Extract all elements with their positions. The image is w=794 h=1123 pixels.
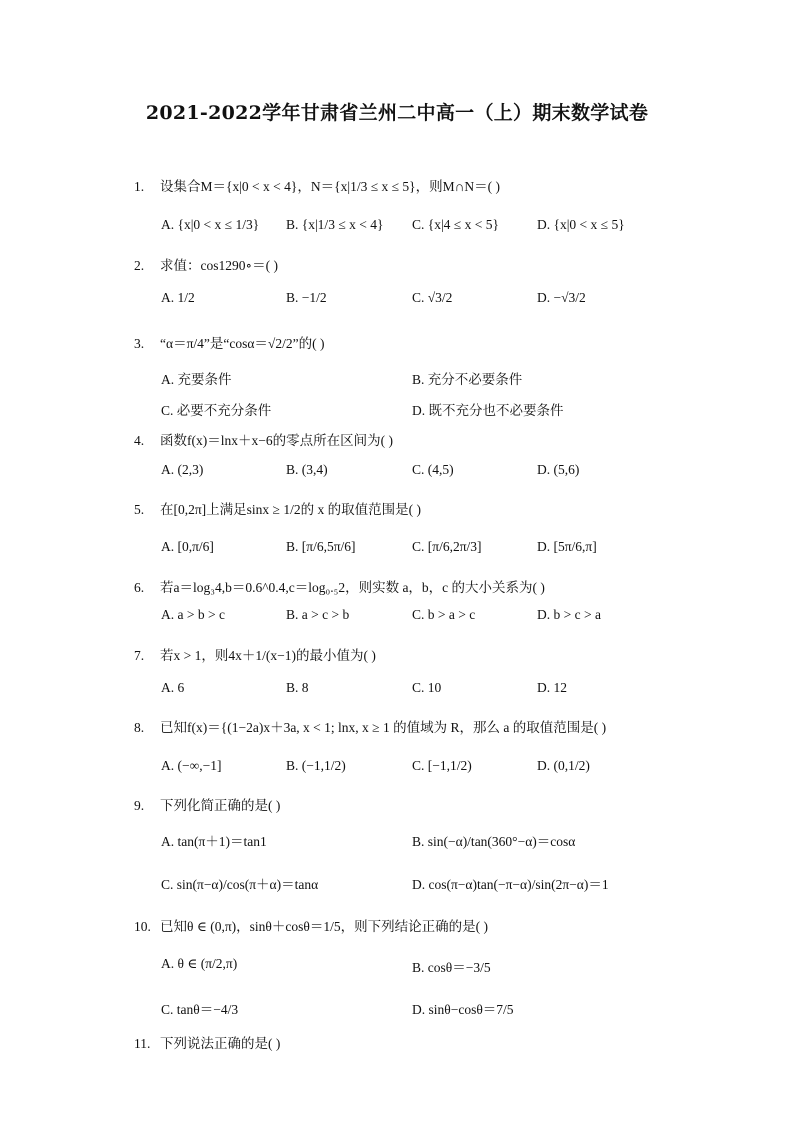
question-number: 3. — [134, 336, 145, 351]
question-stem: 求值：cos1290∘＝( ) — [160, 258, 278, 273]
question-5 — [134, 498, 421, 518]
question-number: 1. — [134, 179, 145, 194]
question-2-option-D[interactable]: D. −√3/2 — [537, 290, 586, 305]
question-stem: 在[0,2π]上满足sinx ≥ 1/2的 x 的取值范围是( ) — [160, 502, 421, 517]
question-5-option-D[interactable]: D. [5π/6,π] — [537, 539, 597, 554]
question-8-option-D[interactable]: D. (0,1/2) — [537, 758, 590, 773]
question-6-option-B[interactable]: B. a > c > b — [286, 607, 350, 622]
question-number: 7. — [134, 648, 145, 663]
question-number: 6. — [134, 580, 145, 595]
question-10-option-C[interactable]: C. tanθ＝−4/3 — [161, 1002, 239, 1017]
question-4-option-C[interactable]: C. (4,5) — [412, 462, 454, 477]
question-number: 10. — [134, 919, 151, 934]
question-7 — [134, 644, 376, 664]
question-5-option-C[interactable]: C. [π/6,2π/3] — [412, 539, 482, 554]
question-7-option-C[interactable]: C. 10 — [412, 680, 442, 695]
question-9-option-B[interactable]: B. sin(−α)/tan(360°−α)＝cosα — [412, 834, 576, 849]
question-3-option-C[interactable]: C. 必要不充分条件 — [161, 403, 272, 418]
question-4-option-B[interactable]: B. (3,4) — [286, 462, 328, 477]
question-1-option-A[interactable]: A. {x|0 < x ≤ 1/3} — [161, 217, 260, 232]
question-2-option-A[interactable]: A. 1/2 — [161, 290, 195, 305]
question-number: 11. — [134, 1036, 151, 1051]
question-1-option-D[interactable]: D. {x|0 < x ≤ 5} — [537, 217, 625, 232]
question-number: 2. — [134, 258, 145, 273]
question-8-option-C[interactable]: C. [−1,1/2) — [412, 758, 472, 773]
question-number: 8. — [134, 720, 145, 735]
question-1 — [134, 175, 500, 195]
question-2-option-C[interactable]: C. √3/2 — [412, 290, 453, 305]
question-9-option-A[interactable]: A. tan(π＋1)＝tan1 — [161, 834, 267, 849]
question-10-option-A[interactable]: A. θ ∈ (π/2,π) — [161, 956, 238, 971]
question-9 — [134, 794, 280, 814]
question-1-option-B[interactable]: B. {x|1/3 ≤ x < 4} — [286, 217, 384, 232]
page-title: 2021-2022学年甘肃省兰州二中高一（上）期末数学试卷 — [145, 102, 649, 124]
question-3 — [134, 332, 324, 352]
question-5-option-A[interactable]: A. [0,π/6] — [161, 539, 214, 554]
question-7-option-A[interactable]: A. 6 — [161, 680, 185, 695]
question-9-option-D[interactable]: D. cos(π−α)tan(−π−α)/sin(2π−α)＝1 — [412, 877, 609, 892]
question-4-option-D[interactable]: D. (5,6) — [537, 462, 580, 477]
question-stem: 设集合M＝{x|0 < x < 4}，N＝{x|1/3 ≤ x ≤ 5}，则M∩N＝( ) — [160, 179, 500, 194]
question-number: 5. — [134, 502, 145, 517]
question-11 — [134, 1032, 280, 1052]
question-4-option-A[interactable]: A. (2,3) — [161, 462, 204, 477]
question-7-option-D[interactable]: D. 12 — [537, 680, 567, 695]
question-10 — [134, 915, 488, 935]
question-stem: 已知f(x)＝{(1−2a)x＋3a, x < 1; lnx, x ≥ 1 的值域为 R，那么 a 的取值范围是( ) — [160, 720, 607, 735]
question-stem: 下列说法正确的是( ) — [160, 1036, 281, 1051]
question-3-option-A[interactable]: A. 充要条件 — [161, 372, 232, 387]
question-stem: “α＝π/4”是“cosα＝√2/2”的( ) — [160, 336, 325, 351]
question-6-option-C[interactable]: C. b > a > c — [412, 607, 476, 622]
question-stem: 已知θ ∈ (0,π)，sinθ＋cosθ＝1/5，则下列结论正确的是( ) — [160, 919, 488, 934]
question-number: 9. — [134, 798, 145, 813]
question-2-option-B[interactable]: B. −1/2 — [286, 290, 327, 305]
question-6-option-D[interactable]: D. b > c > a — [537, 607, 601, 622]
question-stem: 若a＝log₃4,b＝0.6^0.4,c＝log₀.₅2，则实数 a，b，c 的大小关系为( ) — [160, 580, 545, 595]
question-stem: 函数f(x)＝lnx＋x−6的零点所在区间为( ) — [160, 433, 393, 448]
question-3-option-D[interactable]: D. 既不充分也不必要条件 — [412, 403, 564, 418]
question-number: 4. — [134, 433, 145, 448]
question-1-option-C[interactable]: C. {x|4 ≤ x < 5} — [412, 217, 499, 232]
question-6-option-A[interactable]: A. a > b > c — [161, 607, 225, 622]
question-stem: 下列化简正确的是( ) — [160, 798, 281, 813]
question-8 — [134, 716, 606, 736]
question-5-option-B[interactable]: B. [π/6,5π/6] — [286, 539, 356, 554]
question-3-option-B[interactable]: B. 充分不必要条件 — [412, 372, 523, 387]
question-8-option-A[interactable]: A. (−∞,−1] — [161, 758, 222, 773]
question-7-option-B[interactable]: B. 8 — [286, 680, 309, 695]
question-stem: 若x > 1，则4x＋1/(x−1)的最小值为( ) — [160, 648, 376, 663]
question-2 — [134, 254, 278, 274]
question-4 — [134, 429, 393, 449]
question-9-option-C[interactable]: C. sin(π−α)/cos(π＋α)＝tanα — [161, 877, 319, 892]
question-6 — [134, 576, 545, 596]
question-10-option-B[interactable]: B. cosθ＝−3/5 — [412, 960, 491, 975]
question-10-option-D[interactable]: D. sinθ−cosθ＝7/5 — [412, 1002, 514, 1017]
question-8-option-B[interactable]: B. (−1,1/2) — [286, 758, 346, 773]
